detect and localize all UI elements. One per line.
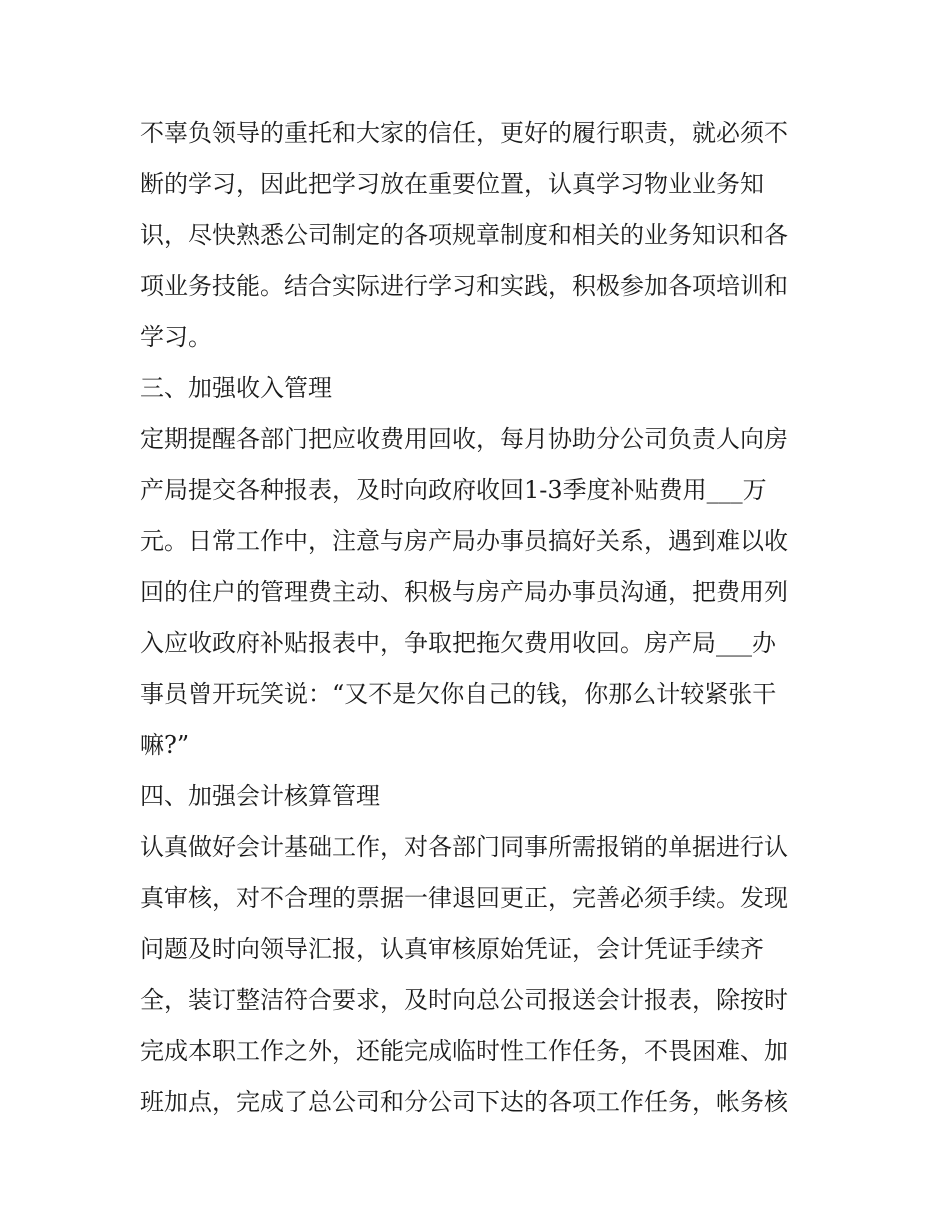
document-page [140, 108, 820, 1128]
section-heading: 四、加强会计核算管理 [140, 782, 380, 810]
paragraph-line: 元。日常工作中，注意与房产局办事员搞好关系，遇到难以收 [140, 527, 788, 555]
section-heading: 三、加强收入管理 [140, 374, 332, 402]
paragraph-line: 断的学习，因此把学习放在重要位置，认真学习物业业务知 [140, 170, 764, 198]
paragraph-line: 回的住户的管理费主动、积极与房产局办事员沟通，把费用列 [140, 578, 788, 606]
paragraph-line: 定期提醒各部门把应收费用回收，每月协助分公司负责人向房 [140, 425, 788, 453]
paragraph-line: 入应收政府补贴报表中，争取把拖欠费用收回。房产局___办 [140, 629, 776, 657]
paragraph-line: 真审核，对不合理的票据一律退回更正，完善必须手续。发现 [140, 884, 788, 912]
paragraph-line: 不辜负领导的重托和大家的信任，更好的履行职责，就必须不 [140, 119, 788, 147]
paragraph-line: 完成本职工作之外，还能完成临时性工作任务，不畏困难、加 [140, 1037, 788, 1065]
paragraph-line: 问题及时向领导汇报，认真审核原始凭证，会计凭证手续齐 [140, 935, 764, 963]
paragraph-line: 学习。 [140, 323, 212, 351]
paragraph-line: 认真做好会计基础工作，对各部门同事所需报销的单据进行认 [140, 833, 788, 861]
paragraph-line: 事员曾开玩笑说：“又不是欠你自己的钱，你那么计较紧张干 [140, 680, 777, 708]
paragraph-line: 班加点，完成了总公司和分公司下达的各项工作任务，帐务核 [140, 1088, 788, 1116]
paragraph-line: 识，尽快熟悉公司制定的各项规章制度和相关的业务知识和各 [140, 221, 788, 249]
paragraph-line: 全，装订整洁符合要求，及时向总公司报送会计报表，除按时 [140, 986, 788, 1014]
paragraph-line: 项业务技能。结合实际进行学习和实践，积极参加各项培训和 [140, 272, 788, 300]
paragraph-line: 嘛?” [140, 731, 190, 759]
paragraph-line: 产局提交各种报表，及时向政府收回1-3季度补贴费用___万 [140, 476, 767, 504]
